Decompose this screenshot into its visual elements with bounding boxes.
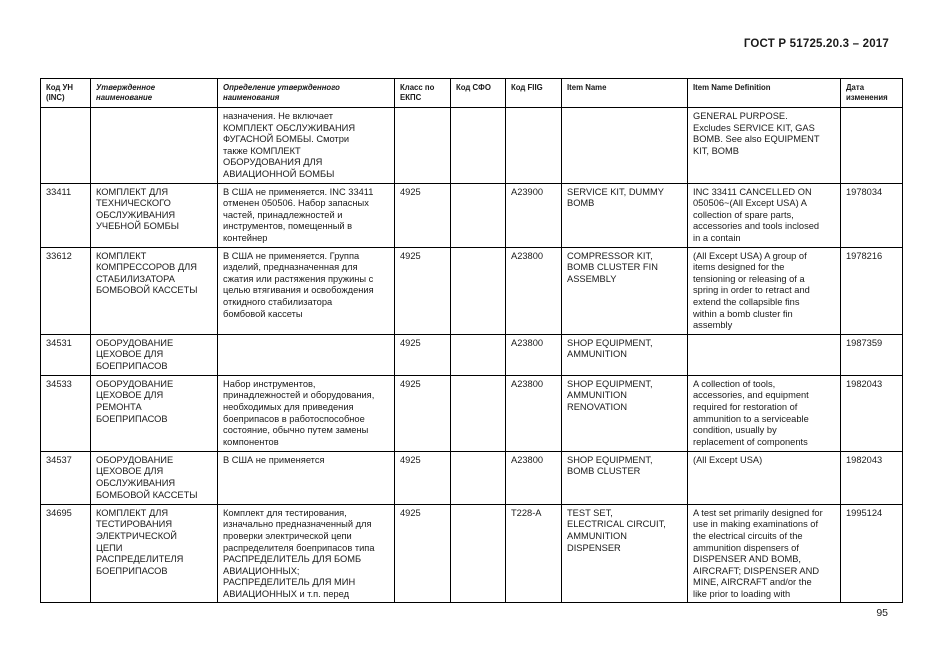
cell-inc: 34533	[41, 375, 91, 451]
cell-inc: 33411	[41, 183, 91, 247]
cell-class: 4925	[395, 183, 451, 247]
table-row	[41, 247, 903, 334]
column-header-definition: Определение утвержденного наименования	[218, 79, 395, 108]
table-row	[41, 375, 903, 451]
cell-sfo	[451, 334, 506, 375]
cell-fiig: A23800	[506, 247, 562, 334]
data-table	[40, 78, 903, 603]
cell-class: 4925	[395, 247, 451, 334]
cell-date: 1995124	[841, 504, 903, 603]
cell-item-name: SHOP EQUIPMENT, BOMB CLUSTER	[562, 451, 688, 504]
cell-approved-name: ОБОРУДОВАНИЕ ЦЕХОВОЕ ДЛЯ РЕМОНТА БОЕПРИПАСОВ	[91, 375, 218, 451]
cell-date: 1987359	[841, 334, 903, 375]
cell-class: 4925	[395, 451, 451, 504]
column-header-approved-name: Утвержденное наименование	[91, 79, 218, 108]
column-header-sfo: Код СФО	[451, 79, 506, 108]
cell-date	[841, 108, 903, 184]
cell-fiig: A23800	[506, 451, 562, 504]
cell-approved-name: ОБОРУДОВАНИЕ ЦЕХОВОЕ ДЛЯ БОЕПРИПАСОВ	[91, 334, 218, 375]
cell-definition: В США не применяется. Группа изделий, предназначенная для сжатия или растяжения пружины с целью втягивания и освобождения откидного стабилизатора бомбовой кассеты	[218, 247, 395, 334]
cell-sfo	[451, 375, 506, 451]
cell-item-name: SHOP EQUIPMENT, AMMUNITION RENOVATION	[562, 375, 688, 451]
cell-definition: назначения. Не включает КОМПЛЕКТ ОБСЛУЖИВАНИЯ ФУГАСНОЙ БОМБЫ. Смотри также КОМПЛЕКТ ОБОРУДОВАНИЯ ДЛЯ АВИАЦИОННОЙ БОМБЫ	[218, 108, 395, 184]
cell-definition: Комплект для тестирования, изначально предназначенный для проверки электрической цепи распределителя боеприпасов типа РАСПРЕДЕЛИТЕЛЬ ДЛЯ БОМБ АВИАЦИОННЫХ; РАСПРЕДЕЛИТЕЛЬ ДЛЯ МИН АВИАЦИОННЫХ и т.п. перед	[218, 504, 395, 603]
cell-date: 1982043	[841, 375, 903, 451]
cell-date: 1978216	[841, 247, 903, 334]
cell-fiig: A23800	[506, 375, 562, 451]
cell-definition: В США не применяется. INC 33411 отменен 050506. Набор запасных частей, принадлежностей и инструментов, помещенный в контейнер	[218, 183, 395, 247]
cell-item-name	[562, 108, 688, 184]
column-header-date: Дата изменения	[841, 79, 903, 108]
cell-item-definition: GENERAL PURPOSE. Excludes SERVICE KIT, GAS BOMB. See also EQUIPMENT KIT, BOMB	[688, 108, 841, 184]
cell-inc: 34537	[41, 451, 91, 504]
cell-class: 4925	[395, 375, 451, 451]
cell-date: 1982043	[841, 451, 903, 504]
cell-item-definition: (All Except USA) A group of items designed for the tensioning or releasing of a spring in order to retract and extend the collapsible fins within a bomb cluster fin assembly	[688, 247, 841, 334]
cell-definition: В США не применяется	[218, 451, 395, 504]
document-title: ГОСТ Р 51725.20.3 – 2017	[743, 38, 889, 50]
cell-approved-name: ОБОРУДОВАНИЕ ЦЕХОВОЕ ДЛЯ ОБСЛУЖИВАНИЯ БОМБОВОЙ КАССЕТЫ	[91, 451, 218, 504]
cell-sfo	[451, 183, 506, 247]
cell-class: 4925	[395, 334, 451, 375]
column-header-class: Класс по ЕКПС	[395, 79, 451, 108]
page-number: 95	[876, 607, 888, 619]
cell-approved-name: КОМПЛЕКТ КОМПРЕССОРОВ ДЛЯ СТАБИЛИЗАТОРА БОМБОВОЙ КАССЕТЫ	[91, 247, 218, 334]
cell-item-name: SERVICE KIT, DUMMY BOMB	[562, 183, 688, 247]
cell-sfo	[451, 247, 506, 334]
cell-definition: Набор инструментов, принадлежностей и оборудования, необходимых для приведения боеприпасов в работоспособное состояние, обычно путем замены компонентов	[218, 375, 395, 451]
column-header-item-name: Item Name	[562, 79, 688, 108]
cell-fiig	[506, 108, 562, 184]
cell-sfo	[451, 108, 506, 184]
cell-item-definition	[688, 334, 841, 375]
cell-definition	[218, 334, 395, 375]
cell-fiig: A23900	[506, 183, 562, 247]
cell-item-definition: (All Except USA)	[688, 451, 841, 504]
column-header-fiig: Код FIIG	[506, 79, 562, 108]
cell-inc	[41, 108, 91, 184]
cell-class	[395, 108, 451, 184]
cell-approved-name: КОМПЛЕКТ ДЛЯ ТЕСТИРОВАНИЯ ЭЛЕКТРИЧЕСКОЙ ЦЕПИ РАСПРЕДЕЛИТЕЛЯ БОЕПРИПАСОВ	[91, 504, 218, 603]
table-row	[41, 334, 903, 375]
cell-inc: 33612	[41, 247, 91, 334]
column-header-item-definition: Item Name Definition	[688, 79, 841, 108]
cell-inc: 34695	[41, 504, 91, 603]
cell-item-definition: INC 33411 CANCELLED ON 050506~(All Except USA) A collection of spare parts, accessories and tools inclosed in a contain	[688, 183, 841, 247]
cell-item-name: COMPRESSOR KIT, BOMB CLUSTER FIN ASSEMBLY	[562, 247, 688, 334]
cell-item-name: SHOP EQUIPMENT, AMMUNITION	[562, 334, 688, 375]
cell-approved-name	[91, 108, 218, 184]
cell-item-definition: A test set primarily designed for use in making examinations of the electrical circuits of the ammunition dispensers of DISPENSER AND BOMB, AIRCRAFT; DISPENSER AND MINE, AIRCRAFT and/or the like prior to loading with	[688, 504, 841, 603]
cell-class: 4925	[395, 504, 451, 603]
table-row	[41, 183, 903, 247]
table-row	[41, 504, 903, 603]
cell-fiig: T228-A	[506, 504, 562, 603]
cell-item-name: TEST SET, ELECTRICAL CIRCUIT, AMMUNITION DISPENSER	[562, 504, 688, 603]
cell-sfo	[451, 504, 506, 603]
cell-approved-name: КОМПЛЕКТ ДЛЯ ТЕХНИЧЕСКОГО ОБСЛУЖИВАНИЯ УЧЕБНОЙ БОМБЫ	[91, 183, 218, 247]
cell-sfo	[451, 451, 506, 504]
cell-fiig: A23800	[506, 334, 562, 375]
cell-inc: 34531	[41, 334, 91, 375]
cell-date: 1978034	[841, 183, 903, 247]
cell-item-definition: A collection of tools, accessories, and equipment required for restoration of ammunition to a serviceable condition, usually by replacement of components	[688, 375, 841, 451]
table-row	[41, 451, 903, 504]
table-header-row	[41, 79, 903, 108]
table-row	[41, 108, 903, 184]
column-header-inc: Код УН (INC)	[41, 79, 91, 108]
